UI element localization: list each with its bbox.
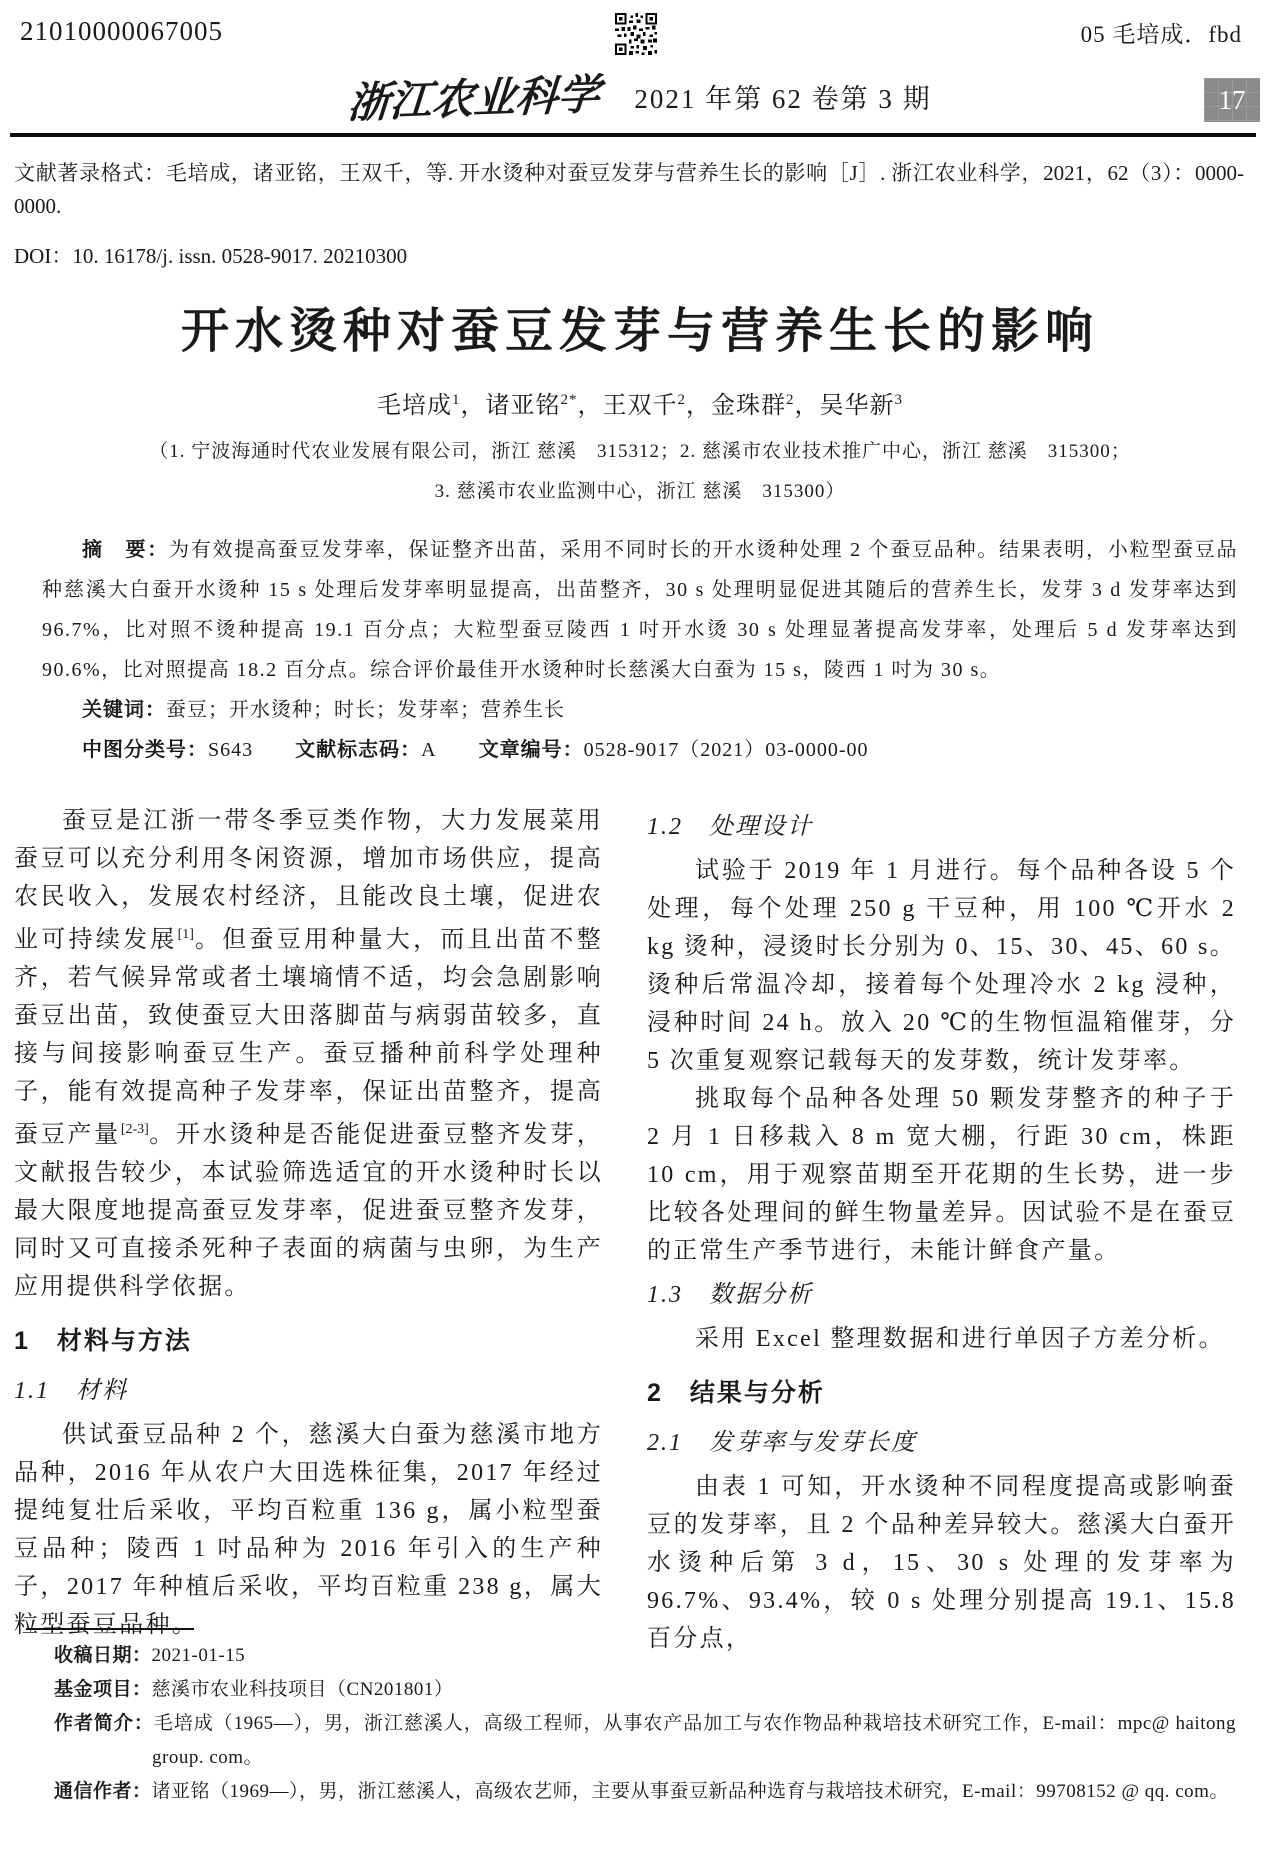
footnote-corresponding-author: 通信作者：诸亚铭（1969—），男，浙江慈溪人，高级农艺师，主要从事蚕豆新品种选育与栽培技术研究，E-mail：99708152 @ qq. com。 <box>54 1781 1229 1802</box>
section-heading-1: 1 材料与方法 <box>14 1327 192 1355</box>
abstract <box>42 530 1238 690</box>
page-number-badge: 17 <box>1204 78 1260 122</box>
subsection-heading-2-1: 2.1 发芽率与发芽长度 <box>647 1430 917 1456</box>
analysis-paragraph: 采用 Excel 整理数据和进行单因子方差分析。 <box>695 1326 1225 1352</box>
right-column <box>647 802 1236 1658</box>
journal-header <box>0 64 1280 128</box>
author: 金珠群$^2$， <box>711 392 820 419</box>
author: 吴华新$^3$ <box>819 392 903 419</box>
classification-line <box>42 730 1238 770</box>
affiliation-line: （1. 宁波海通时代农业发展有限公司，浙江 慈溪 315312；2. 慈溪市农业技术推广中心，浙江 慈溪 315300； <box>149 441 1131 462</box>
author: 诸亚铭$^{2*}$， <box>485 392 603 419</box>
footnote-author-bio: 作者简介：毛培成（1965—），男，浙江慈溪人，高级工程师，从事农产品加工与农作物品种栽培技术研究工作，E-mail：mpc@ haitong group. com。 <box>54 1713 1236 1768</box>
abstract-text: 为有效提高蚕豆发芽率，保证整齐出苗，采用不同时长的开水烫种处理 2 个蚕豆品种。结果表明，小粒型蚕豆品种慈溪大白蚕开水烫种 15 s 处理后发芽率明显提高，出苗整齐，30 s 处理明显促进其随后的营养生长，发芽 3 d 发芽率达到 96.7%，比对照不烫种提高 19.1 百分点；大粒型蚕豆陵西 1 吋开水烫 30 s 处理显著提高发芽率，处理后 5 d 发芽率达到 90.6%，比对照提高 18.2 百分点。综合评价最佳开水烫种时长慈溪大白蚕为 15 s，陵西 1 吋为 30 s。 <box>42 539 1239 681</box>
affiliation-line: 3. 慈溪市农业监测中心，浙江 慈溪 315300） <box>434 481 846 502</box>
file-note: 05 毛培成．fbd <box>1080 22 1242 47</box>
footnote-funding: 基金项目：慈溪市农业科技项目（CN201801） <box>54 1679 454 1700</box>
intro-paragraph: 蚕豆是江浙一带冬季豆类作物，大力发展菜用蚕豆可以充分利用冬闲资源，增加市场供应，提高农民收入，发展农村经济，且能改良土壤，促进农业可持续发展[1]。但蚕豆用种量大，而且出苗不整齐，若气候异常或者土壤墒情不适，均会急剧影响蚕豆出苗，致使蚕豆大田落脚苗与病弱苗较多，直接与间接影响蚕豆生产。蚕豆播种前科学处理种子，能有效提高种子发芽率，保证出苗整齐，提高蚕豆产量[2-3]。开水烫种是否能促进蚕豆整齐发芽，文献报告较少，本试验筛选适宜的开水烫种时长以最大限度地提高蚕豆发芽率，促进蚕豆整齐发芽，同时又可直接杀死种子表面的病菌与虫卵，为生产应用提供科学依据。 <box>14 808 603 1300</box>
section-heading-2: 2 结果与分析 <box>647 1379 825 1407</box>
article-title: 开水烫种对蚕豆发芽与营养生长的影响 <box>180 305 1099 358</box>
author: 毛培成$^1$， <box>377 392 486 419</box>
top-meta-row <box>0 0 1280 52</box>
design-paragraph-2: 挑取每个品种各处理 50 颗发芽整齐的种子于 2 月 1 日移栽入 8 m 宽大棚，行距 30 cm，株距 10 cm，用于观察苗期至开花期的生长势，进一步比较各处理间的鲜生物量差异。因试验不是在蚕豆的正常生产季节进行，未能计鲜食产量。 <box>647 1086 1236 1264</box>
document-code: 文献标志码：A <box>295 739 437 761</box>
archive-code: 21010000067005 <box>20 16 223 46</box>
doi-line: DOI：10. 16178/j. issn. 0528-9017. 20210300 <box>14 244 408 268</box>
keywords-label: 关键词： <box>82 699 166 721</box>
subsection-heading-1-3: 1.3 数据分析 <box>647 1282 813 1308</box>
author: 王双千$^2$， <box>602 392 711 419</box>
results-paragraph: 由表 1 可知，开水烫种不同程度提高或影响蚕豆的发芽率，且 2 个品种差异较大。慈溪大白蚕开水烫种后第 3 d，15、30 s 处理的发芽率为 96.7%、93.4%，较 0 s 处理分别提高 19.1、15.8 百分点， <box>647 1474 1236 1652</box>
abstract-label: 摘 要： <box>82 539 170 561</box>
affiliations <box>0 432 1280 512</box>
journal-logo: 浙江农业科学 <box>346 72 602 128</box>
qr-code-icon <box>613 13 659 55</box>
design-paragraph-1: 试验于 2019 年 1 月进行。每个品种各设 5 个处理，每个处理 250 g 干豆种，用 100 ℃开水 2 kg 烫种，浸烫时长分别为 0、15、30、45、60 s。烫种后常温冷却，接着每个处理冷水 2 kg 浸种，浸种时间 24 h。放入 20 ℃的生物恒温箱催芽，分 5 次重复观察记载每天的发芽数，统计发芽率。 <box>647 858 1236 1074</box>
keywords-line <box>42 690 1238 730</box>
authors-line <box>0 385 1280 420</box>
citation-line: 文献著录格式：毛培成，诸亚铭，王双千，等. 开水烫种对蚕豆发芽与营养生长的影响［J］. 浙江农业科学，2021，62（3）：0000-0000. <box>14 161 1244 218</box>
article-id: 文章编号：0528-9017（2021）03-0000-00 <box>478 739 869 761</box>
citation-block <box>0 137 1280 273</box>
subsection-heading-1-1: 1.1 材料 <box>14 1378 128 1404</box>
subsection-heading-1-2: 1.2 处理设计 <box>647 814 813 840</box>
clc-number: 中图分类号：S643 <box>82 739 254 761</box>
footnote-separator <box>26 1628 194 1630</box>
materials-paragraph: 供试蚕豆品种 2 个，慈溪大白蚕为慈溪市地方品种，2016 年从农户大田选株征集，2017 年经过提纯复壮后采收，平均百粒重 136 g，属小粒型蚕豆品种；陵西 1 吋品种为 2016 年引入的生产种子，2017 年种植后采收，平均百粒重 238 g，属大粒型蚕豆品种。 <box>14 1422 603 1638</box>
body-columns <box>14 802 1236 1658</box>
left-column <box>14 802 603 1658</box>
footnotes-block <box>14 1628 1236 1809</box>
keywords-text: 蚕豆；开水烫种；时长；发芽率；营养生长 <box>166 699 565 721</box>
issue-info: 2021 年第 62 卷第 3 期 <box>634 83 932 114</box>
footnote-received-date: 收稿日期：2021-01-15 <box>54 1645 246 1666</box>
